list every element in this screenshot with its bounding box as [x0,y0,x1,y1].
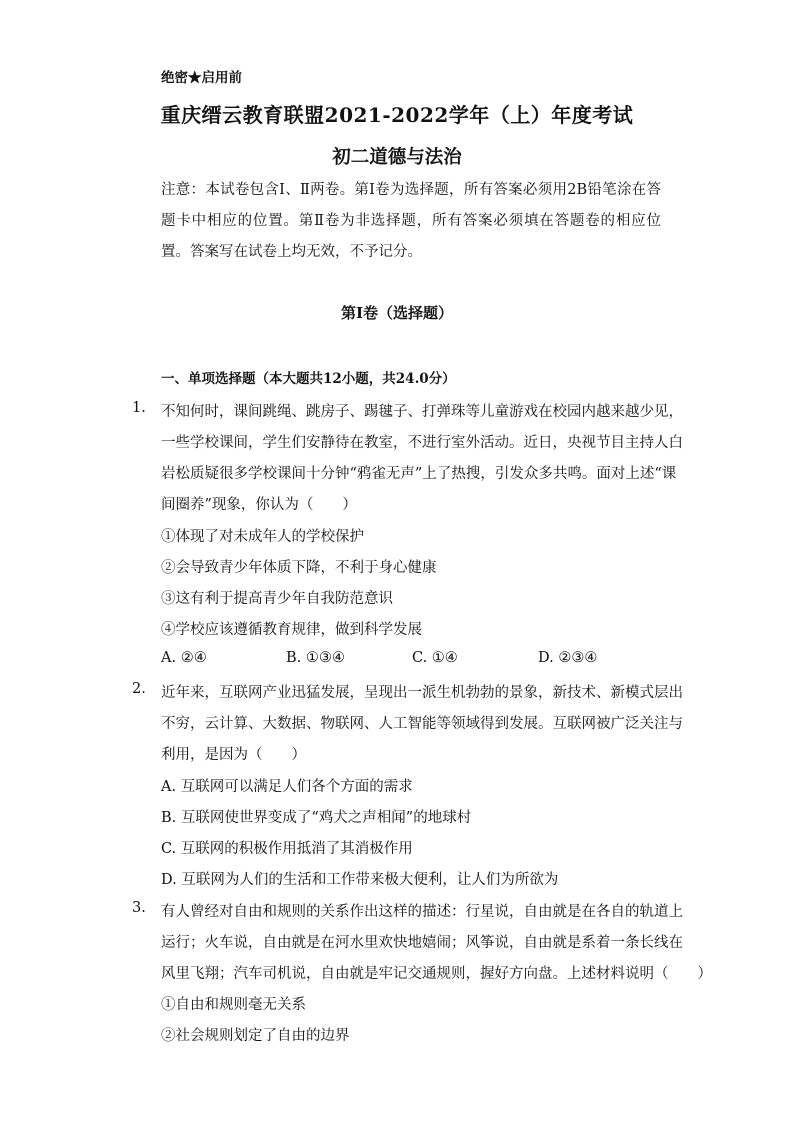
statement: ②会导致青少年体质下降，不利于身心健康 [161,560,437,576]
statement: ②社会规则划定了自由的边界 [161,1028,350,1044]
option-b: B. ①③④ [286,650,345,666]
question-number: 3. [132,900,146,916]
option-d: D. 互联网为人们的生活和工作带来极大便利，让人们为所欲为 [161,872,559,888]
statement: ①体现了对未成年人的学校保护 [161,529,364,545]
question-stem-line: 近年来，互联网产业迅猛发展，呈现出一派生机勃勃的景象，新技术、新模式层出 [161,685,683,701]
exam-notice: 注意：本试卷包含Ⅰ、Ⅱ两卷。第Ⅰ卷为选择题，所有答案必须用2B铅笔涂在答题卡中相应的位置。第Ⅱ卷为非选择题，所有答案必须填在答题卷的相应位置。答案写在试卷上均无效，不予记分。 [161,182,661,260]
confidential-label: 绝密★启用前 [161,70,242,86]
question-stem-line: 岩松质疑很多学校课间十分钟“鸦雀无声”上了热搜，引发众多共鸣。面对上述“课 [161,466,677,482]
option-a: A. ②④ [161,650,207,666]
option-c: C. ①④ [412,650,458,666]
exam-title: 重庆缙云教育联盟2021-2022学年（上）年度考试 [160,103,634,127]
statement: ①自由和规则毫无关系 [161,997,306,1013]
section-title: 一、单项选择题（本大题共12小题，共24.0分） [161,371,456,387]
statement: ④学校应该遵循教育规律，做到科学发展 [161,622,422,638]
option-a: A. 互联网可以满足人们各个方面的需求 [161,779,413,795]
question-stem-line: 不知何时，课间跳绳、跳房子、踢毽子、打弹珠等儿童游戏在校园内越来越少见， [161,404,683,420]
question-stem-line: 一些学校课间，学生们安静待在教室，不进行室外活动。近日，央视节目主持人白 [161,435,683,451]
question-stem-line: 运行；火车说，自由就是在河水里欢快地嬉闹；风筝说，自由就是系着一条长线在 [161,935,683,951]
question-stem-line: 风里飞翔；汽车司机说，自由就是牢记交通规则，握好方向盘。上述材料说明（ ） [161,966,712,982]
statement: ③这有利于提高青少年自我防范意识 [161,591,393,607]
part-title: 第Ⅰ卷（选择题） [340,304,454,322]
exam-subject: 初二道德与法治 [332,147,462,168]
question-stem-line: 利用，是因为（ ） [161,747,306,763]
question-number: 2. [132,681,146,697]
question-stem-line: 不穷，云计算、大数据、物联网、人工智能等领域得到发展。互联网被广泛关注与 [161,716,683,732]
question-stem-line: 有人曾经对自由和规则的关系作出这样的描述：行星说，自由就是在各自的轨道上 [161,904,683,920]
option-b: B. 互联网使世界变成了“鸡犬之声相闻”的地球村 [161,810,472,826]
question-number: 1. [132,400,146,416]
option-d: D. ②③④ [538,650,598,666]
option-c: C. 互联网的积极作用抵消了其消极作用 [161,841,413,857]
question-stem-line: 间圈养”现象，你认为（ ） [161,497,357,513]
